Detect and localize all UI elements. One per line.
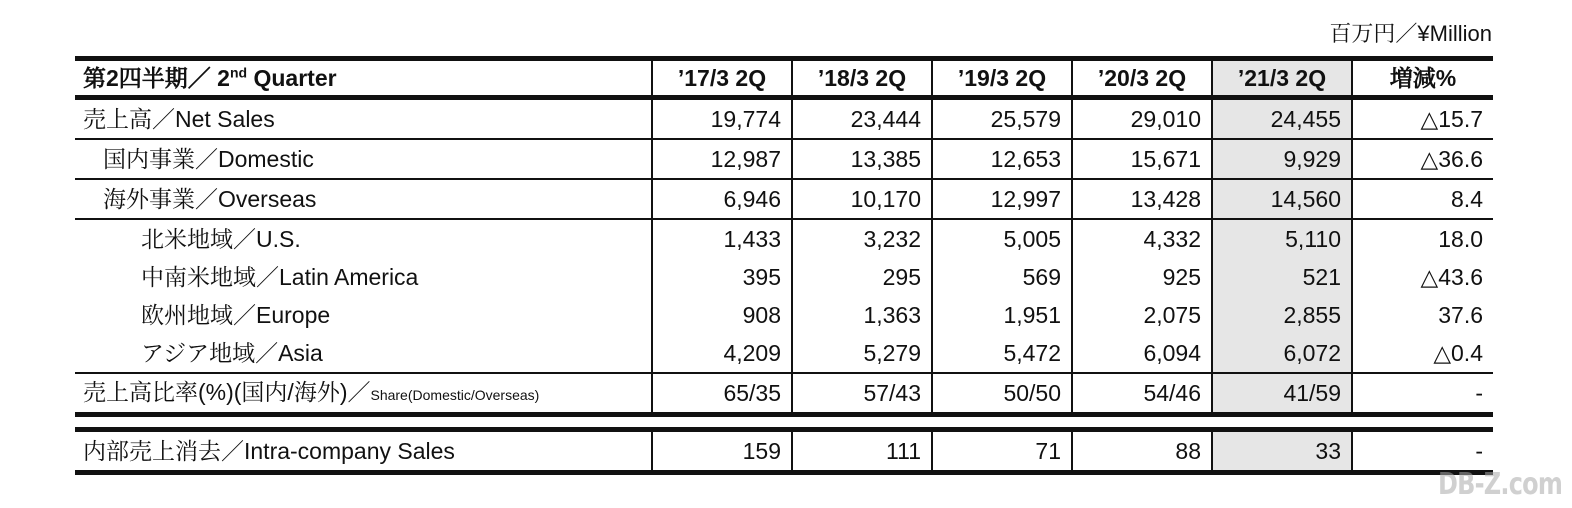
cell-value: 111 — [792, 430, 932, 473]
cell-value: 295 — [792, 258, 932, 296]
table-row — [75, 373, 1493, 415]
cell-value: 13,385 — [792, 139, 932, 179]
cell-value: 2,075 — [1072, 296, 1212, 334]
row-label: 売上高比率(%)(国内/海外)／Share(Domestic/Overseas) — [75, 373, 652, 415]
cell-change: - — [1352, 373, 1493, 415]
cell-value: 12,987 — [652, 139, 792, 179]
cell-value: 71 — [932, 430, 1072, 473]
sales-table-container — [75, 56, 1493, 475]
cell-value: 1,951 — [932, 296, 1072, 334]
header-col-change: 増減% — [1352, 59, 1493, 98]
cell-value: 41/59 — [1212, 373, 1352, 415]
cell-value: 33 — [1212, 430, 1352, 473]
cell-value: 5,110 — [1212, 219, 1352, 258]
cell-value: 50/50 — [932, 373, 1072, 415]
row-label: 北米地域／U.S. — [75, 219, 652, 258]
cell-value: 13,428 — [1072, 179, 1212, 219]
cell-value: 54/46 — [1072, 373, 1212, 415]
cell-value: 908 — [652, 296, 792, 334]
table-row — [75, 296, 1493, 334]
cell-value: 10,170 — [792, 179, 932, 219]
cell-value: 3,232 — [792, 219, 932, 258]
table-row — [75, 219, 1493, 258]
row-label: アジア地域／Asia — [141, 340, 323, 366]
cell-value: 569 — [932, 258, 1072, 296]
table-row — [75, 258, 1493, 296]
cell-value: 9,929 — [1212, 139, 1352, 179]
table-row — [75, 179, 1493, 219]
table-row — [75, 139, 1493, 179]
row-label: 海外事業／Overseas — [75, 179, 652, 219]
cell-change: - — [1352, 430, 1493, 473]
cell-value: 6,094 — [1072, 334, 1212, 373]
watermark-logo: DB-Z.com — [1437, 467, 1562, 502]
row-label: 売上高／Net Sales — [83, 106, 275, 132]
header-col-fy18: ’18/3 2Q — [792, 59, 932, 98]
header-col-fy17: ’17/3 2Q — [652, 59, 792, 98]
header-col-fy19: ’19/3 2Q — [932, 59, 1072, 98]
table-separator — [75, 415, 1493, 430]
row-label: 欧州地域／Europe — [141, 302, 331, 328]
separator-cell — [75, 415, 1493, 430]
cell-change: △15.7 — [1352, 98, 1493, 140]
unit-label: 百万円／¥Million — [1329, 21, 1492, 46]
cell-value: 5,005 — [932, 219, 1072, 258]
cell-change: △36.6 — [1352, 139, 1493, 179]
cell-value: 1,363 — [792, 296, 932, 334]
table-row — [75, 98, 1493, 140]
cell-value: 65/35 — [652, 373, 792, 415]
cell-value: 2,855 — [1212, 296, 1352, 334]
cell-value: 925 — [1072, 258, 1212, 296]
cell-value: 521 — [1212, 258, 1352, 296]
cell-change: △43.6 — [1352, 258, 1493, 296]
table-row — [75, 430, 1493, 473]
header-label: 第2四半期／ 2nd Quarter — [75, 59, 652, 98]
cell-value: 4,332 — [1072, 219, 1212, 258]
cell-change: 18.0 — [1352, 219, 1493, 258]
cell-value: 159 — [652, 430, 792, 473]
cell-value: 5,472 — [932, 334, 1072, 373]
cell-value: 4,209 — [652, 334, 792, 373]
cell-value: 5,279 — [792, 334, 932, 373]
table-row — [75, 334, 1493, 373]
cell-value: 15,671 — [1072, 139, 1212, 179]
cell-value: 19,774 — [652, 98, 792, 140]
row-label: 国内事業／Domestic — [75, 139, 652, 179]
cell-value: 12,653 — [932, 139, 1072, 179]
cell-value: 88 — [1072, 430, 1212, 473]
header-col-fy20: ’20/3 2Q — [1072, 59, 1212, 98]
cell-value: 29,010 — [1072, 98, 1212, 140]
sales-table — [75, 56, 1493, 475]
header-row — [75, 59, 1493, 98]
cell-change: 37.6 — [1352, 296, 1493, 334]
cell-value: 6,946 — [652, 179, 792, 219]
cell-value: 1,433 — [652, 219, 792, 258]
cell-value: 12,997 — [932, 179, 1072, 219]
cell-value: 25,579 — [932, 98, 1072, 140]
cell-value: 395 — [652, 258, 792, 296]
cell-value: 24,455 — [1212, 98, 1352, 140]
header-col-fy21: ’21/3 2Q — [1212, 59, 1352, 98]
row-label: 中南米地域／Latin America — [141, 264, 419, 290]
row-label: 内部売上消去／Intra-company Sales — [75, 430, 652, 473]
cell-value: 6,072 — [1212, 334, 1352, 373]
cell-value: 14,560 — [1212, 179, 1352, 219]
cell-change: 8.4 — [1352, 179, 1493, 219]
cell-value: 57/43 — [792, 373, 932, 415]
cell-value: 23,444 — [792, 98, 932, 140]
cell-change: △0.4 — [1352, 334, 1493, 373]
